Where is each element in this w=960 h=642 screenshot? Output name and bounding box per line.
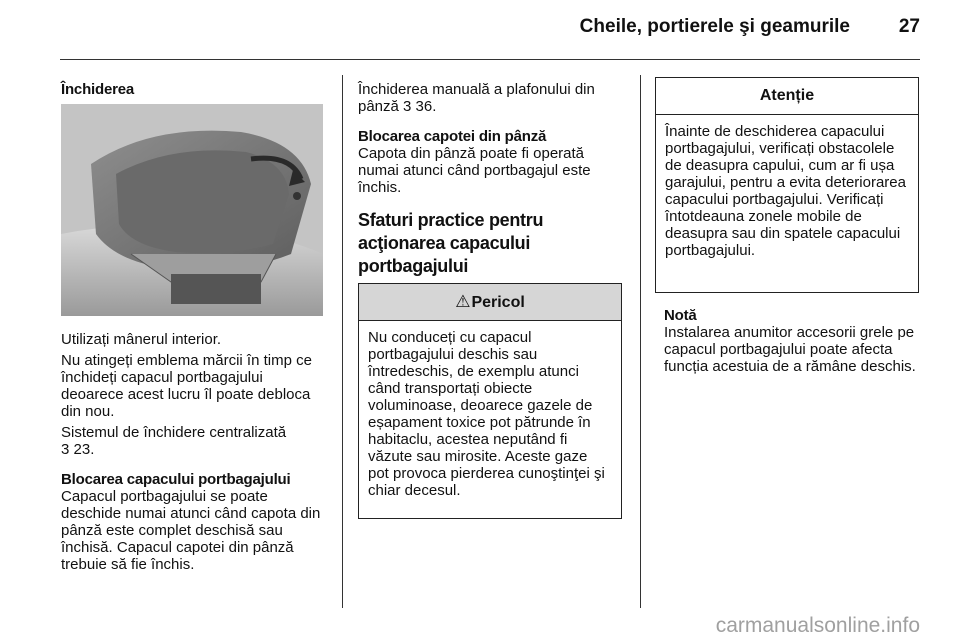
subheading-trunk-locking: Blocarea capacului portbagajului [61,471,291,488]
caution-box-header: Atenție [656,78,918,115]
column-1-body [61,331,327,573]
paragraph-emblem: Nu atingeți emblema mărcii în timp ce închideți capacul portbagajului deoarece acest lucru îl poate debloca din nou. [61,352,312,420]
subheading-roof-locking: Blocarea capotei din pânză [358,128,547,145]
page-number: 27 [898,16,920,37]
section-heading-closing: Închiderea [61,81,135,98]
note-body: Instalarea anumitor accesorii grele pe capacul portbagajului poate afecta funcția acestuia de a rămâne deschis. [664,324,916,375]
column-2 [358,81,624,278]
watermark: carmanualsonline.info [715,614,920,637]
column-3-note [664,307,922,375]
paragraph-handle: Utilizați mânerul interior. [61,331,222,348]
column-divider-right [640,75,641,608]
danger-box [358,283,622,519]
column-divider-left [342,75,343,608]
column-1 [61,81,327,98]
paragraph-central-locking: Sistemul de închidere centralizată [61,424,287,441]
danger-box-header [359,284,621,321]
caution-box-body: Înainte de deschiderea capacului portbagajului, verificați obstacolele de deasupra capului, cum ar fi ușa garajului, pentru a evita deteriorarea capacului portbagajului. Verificați întotdeauna zonele mobile de deasupra sau din spatele capacului portbagajului. [665,123,906,259]
warning-triangle-icon: ⚠ [455,292,471,311]
page-title: Cheile, portierele şi geamurile [579,16,850,37]
danger-box-body: Nu conduceți cu capacul portbagajului deschis sau întredeschis, de exemplu atunci când transportați obiecte voluminoase, deoarece gazele de eșapament toxice pot pătrunde în habitaclu, acestea neputând fi văzute sau mirosite. Aceste gaze pot provoca pierderea cunoştinţei şi chiar decesul. [368,329,605,499]
paragraph-roof-locking: Capota din pânză poate fi operată numai atunci când portbagajul este închis. [358,145,591,196]
paragraph-trunk-locking: Capacul portbagajului se poate deschide numai atunci când capota din pânză este complet deschisă sau închisă. Capacul capotei din pânză trebuie să fie închis. [61,488,321,573]
danger-box-title: Pericol [471,294,525,311]
caution-box [655,77,919,293]
trunk-illustration [61,104,323,316]
header-divider [60,59,920,60]
note-heading: Notă [664,307,697,324]
trunk-photo [61,104,323,316]
section-heading-tips: Sfaturi practice pentru acţionarea capacului portbagajului [358,210,544,276]
reference-central-locking[interactable]: 3 23. [61,441,95,458]
paragraph-manual-closing: Închiderea manuală a plafonului din pânză 3 36. [358,81,595,115]
